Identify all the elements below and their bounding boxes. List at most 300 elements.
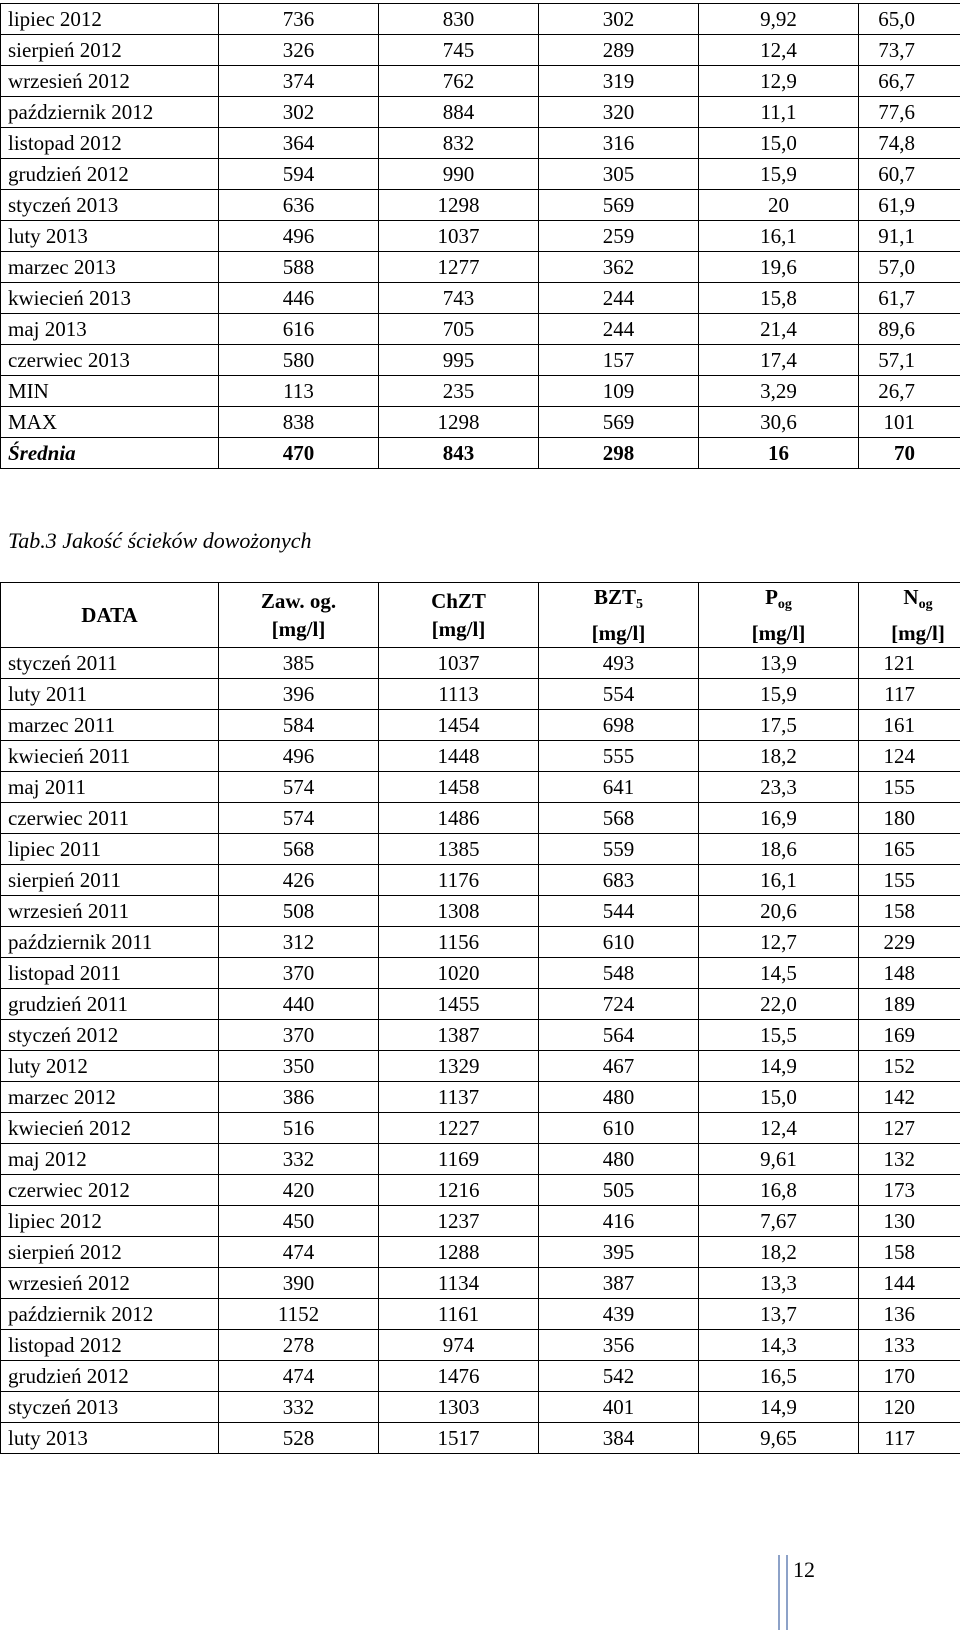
row-label-cell: listopad 2011 [1,958,219,989]
value-cell: 302 [539,4,699,35]
value-cell: 564 [539,1020,699,1051]
row-label-cell: styczeń 2013 [1,1392,219,1423]
row-label-cell: luty 2013 [1,1423,219,1454]
value-cell: 1152 [219,1299,379,1330]
value-cell: 22,0 [699,989,859,1020]
value-cell: 189 [859,989,960,1020]
value-cell: 74,8 [859,128,960,159]
value-cell: 155 [859,865,960,896]
value-cell: 387 [539,1268,699,1299]
value-cell: 61,9 [859,190,960,221]
value-cell: 173 [859,1175,960,1206]
table-row [1,97,960,128]
value-cell: 1454 [379,710,539,741]
value-cell: 7,67 [699,1206,859,1237]
value-cell: 990 [379,159,539,190]
value-cell: 117 [859,1423,960,1454]
row-label-cell: maj 2012 [1,1144,219,1175]
table-row [1,1423,960,1454]
value-cell: 235 [379,376,539,407]
value-cell: 569 [539,190,699,221]
header-date: DATA [1,583,219,648]
value-cell: 60,7 [859,159,960,190]
value-cell: 120 [859,1392,960,1423]
value-cell: 736 [219,4,379,35]
table-row [1,1082,960,1113]
table-row [1,927,960,958]
value-cell: 395 [539,1237,699,1268]
header-n: $N_{og}$ [mg/l] [859,583,960,648]
value-cell: 316 [539,128,699,159]
row-label-cell: październik 2011 [1,927,219,958]
value-cell: 12,4 [699,35,859,66]
value-cell: 1176 [379,865,539,896]
table-row [1,4,960,35]
value-cell: 13,3 [699,1268,859,1299]
value-cell: 20 [699,190,859,221]
value-cell: 15,5 [699,1020,859,1051]
row-label-cell: styczeń 2013 [1,190,219,221]
value-cell: 1455 [379,989,539,1020]
header-chzt: ChZT [mg/l] [379,583,539,648]
table-row [1,283,960,314]
value-cell: 830 [379,4,539,35]
row-label-cell: maj 2013 [1,314,219,345]
value-cell: 113 [219,376,379,407]
value-cell: 14,5 [699,958,859,989]
row-label-cell: MIN [1,376,219,407]
row-label-cell: Średnia [1,438,219,469]
value-cell: 574 [219,772,379,803]
value-cell: 9,92 [699,4,859,35]
row-label-cell: sierpień 2011 [1,865,219,896]
value-cell: 326 [219,35,379,66]
row-label-cell: styczeń 2012 [1,1020,219,1051]
table-row [1,896,960,927]
value-cell: 15,8 [699,283,859,314]
table-row [1,35,960,66]
row-label-cell: wrzesień 2012 [1,66,219,97]
value-cell: 555 [539,741,699,772]
value-cell: 158 [859,896,960,927]
value-cell: 332 [219,1144,379,1175]
row-label-cell: grudzień 2012 [1,1361,219,1392]
value-cell: 26,7 [859,376,960,407]
value-cell: 305 [539,159,699,190]
value-cell: 516 [219,1113,379,1144]
table-row [1,741,960,772]
row-label-cell: lipiec 2012 [1,4,219,35]
value-cell: 401 [539,1392,699,1423]
value-cell: 384 [539,1423,699,1454]
value-cell: 18,2 [699,741,859,772]
row-label-cell: grudzień 2012 [1,159,219,190]
row-label-cell: luty 2012 [1,1051,219,1082]
value-cell: 12,4 [699,1113,859,1144]
value-cell: 1156 [379,927,539,958]
table-row [1,1206,960,1237]
value-cell: 743 [379,283,539,314]
row-label-cell: marzec 2013 [1,252,219,283]
row-label-cell: lipiec 2011 [1,834,219,865]
table-row [1,1361,960,1392]
value-cell: 724 [539,989,699,1020]
value-cell: 158 [859,1237,960,1268]
table-row [1,1299,960,1330]
value-cell: 16,1 [699,221,859,252]
value-cell: 61,7 [859,283,960,314]
value-cell: 616 [219,314,379,345]
value-cell: 15,0 [699,1082,859,1113]
value-cell: 1385 [379,834,539,865]
value-cell: 152 [859,1051,960,1082]
header-bzt: $BZT_5$ [mg/l] [539,583,699,648]
value-cell: 370 [219,1020,379,1051]
value-cell: 1169 [379,1144,539,1175]
row-label-cell: czerwiec 2011 [1,803,219,834]
value-cell: 1517 [379,1423,539,1454]
value-cell: 1237 [379,1206,539,1237]
value-cell: 1458 [379,772,539,803]
value-cell: 136 [859,1299,960,1330]
value-cell: 15,0 [699,128,859,159]
row-label-cell: wrzesień 2012 [1,1268,219,1299]
top-data-table [0,3,960,469]
table-row [1,1144,960,1175]
value-cell: 21,4 [699,314,859,345]
value-cell: 420 [219,1175,379,1206]
value-cell: 332 [219,1392,379,1423]
table-row [1,1175,960,1206]
value-cell: 157 [539,345,699,376]
value-cell: 1298 [379,407,539,438]
page-number: 12 [793,1557,815,1582]
value-cell: 505 [539,1175,699,1206]
page-number-divider [778,1555,788,1630]
table-row [1,803,960,834]
value-cell: 18,6 [699,834,859,865]
value-cell: 974 [379,1330,539,1361]
value-cell: 610 [539,927,699,958]
value-cell: 568 [219,834,379,865]
value-cell: 480 [539,1144,699,1175]
table-row [1,679,960,710]
row-label-cell: sierpień 2012 [1,1237,219,1268]
value-cell: 144 [859,1268,960,1299]
value-cell: 1161 [379,1299,539,1330]
table-row [1,648,960,679]
table-row [1,989,960,1020]
value-cell: 142 [859,1082,960,1113]
value-cell: 467 [539,1051,699,1082]
value-cell: 9,65 [699,1423,859,1454]
value-cell: 12,9 [699,66,859,97]
row-label-cell: czerwiec 2013 [1,345,219,376]
value-cell: 548 [539,958,699,989]
value-cell: 1227 [379,1113,539,1144]
value-cell: 9,61 [699,1144,859,1175]
value-cell: 426 [219,865,379,896]
value-cell: 229 [859,927,960,958]
value-cell: 130 [859,1206,960,1237]
value-cell: 396 [219,679,379,710]
value-cell: 259 [539,221,699,252]
value-cell: 1486 [379,803,539,834]
row-label-cell: listopad 2012 [1,1330,219,1361]
value-cell: 356 [539,1330,699,1361]
value-cell: 416 [539,1206,699,1237]
value-cell: 1113 [379,679,539,710]
value-cell: 170 [859,1361,960,1392]
value-cell: 480 [539,1082,699,1113]
value-cell: 17,4 [699,345,859,376]
header-zaw: Zaw. og. [mg/l] [219,583,379,648]
value-cell: 17,5 [699,710,859,741]
value-cell: 16 [699,438,859,469]
value-cell: 1298 [379,190,539,221]
average-row [1,438,960,469]
value-cell: 1134 [379,1268,539,1299]
table-row [1,407,960,438]
row-label-cell: marzec 2012 [1,1082,219,1113]
value-cell: 569 [539,407,699,438]
value-cell: 474 [219,1361,379,1392]
value-cell: 15,9 [699,679,859,710]
value-cell: 133 [859,1330,960,1361]
row-label-cell: kwiecień 2012 [1,1113,219,1144]
value-cell: 1476 [379,1361,539,1392]
value-cell: 16,1 [699,865,859,896]
row-label-cell: MAX [1,407,219,438]
row-label-cell: czerwiec 2012 [1,1175,219,1206]
value-cell: 244 [539,283,699,314]
value-cell: 574 [219,803,379,834]
table-row [1,1020,960,1051]
value-cell: 169 [859,1020,960,1051]
value-cell: 364 [219,128,379,159]
value-cell: 65,0 [859,4,960,35]
row-label-cell: grudzień 2011 [1,989,219,1020]
value-cell: 584 [219,710,379,741]
value-cell: 554 [539,679,699,710]
value-cell: 278 [219,1330,379,1361]
value-cell: 19,6 [699,252,859,283]
value-cell: 73,7 [859,35,960,66]
value-cell: 390 [219,1268,379,1299]
top-table-body [1,4,960,469]
row-label-cell: październik 2012 [1,97,219,128]
value-cell: 838 [219,407,379,438]
value-cell: 289 [539,35,699,66]
header-row [1,583,960,648]
value-cell: 745 [379,35,539,66]
value-cell: 1137 [379,1082,539,1113]
value-cell: 20,6 [699,896,859,927]
row-label-cell: listopad 2012 [1,128,219,159]
table-row [1,1051,960,1082]
value-cell: 544 [539,896,699,927]
value-cell: 70 [859,438,960,469]
value-cell: 439 [539,1299,699,1330]
row-label-cell: kwiecień 2013 [1,283,219,314]
value-cell: 66,7 [859,66,960,97]
value-cell: 1387 [379,1020,539,1051]
value-cell: 698 [539,710,699,741]
value-cell: 884 [379,97,539,128]
value-cell: 127 [859,1113,960,1144]
row-label-cell: maj 2011 [1,772,219,803]
value-cell: 362 [539,252,699,283]
value-cell: 14,9 [699,1392,859,1423]
value-cell: 312 [219,927,379,958]
value-cell: 470 [219,438,379,469]
value-cell: 641 [539,772,699,803]
value-cell: 320 [539,97,699,128]
value-cell: 474 [219,1237,379,1268]
value-cell: 1020 [379,958,539,989]
value-cell: 180 [859,803,960,834]
row-label-cell: sierpień 2012 [1,35,219,66]
value-cell: 1303 [379,1392,539,1423]
value-cell: 386 [219,1082,379,1113]
value-cell: 148 [859,958,960,989]
value-cell: 91,1 [859,221,960,252]
value-cell: 588 [219,252,379,283]
value-cell: 14,3 [699,1330,859,1361]
value-cell: 155 [859,772,960,803]
value-cell: 11,1 [699,97,859,128]
sewage-table-body [1,648,960,1454]
row-label-cell: październik 2012 [1,1299,219,1330]
value-cell: 496 [219,221,379,252]
table-row [1,710,960,741]
value-cell: 14,9 [699,1051,859,1082]
value-cell: 30,6 [699,407,859,438]
table-row [1,834,960,865]
table-row [1,865,960,896]
value-cell: 15,9 [699,159,859,190]
value-cell: 1037 [379,221,539,252]
row-label-cell: luty 2013 [1,221,219,252]
value-cell: 1308 [379,896,539,927]
table-row [1,1113,960,1144]
value-cell: 683 [539,865,699,896]
value-cell: 762 [379,66,539,97]
value-cell: 370 [219,958,379,989]
row-label-cell: wrzesień 2011 [1,896,219,927]
value-cell: 57,0 [859,252,960,283]
value-cell: 13,9 [699,648,859,679]
value-cell: 350 [219,1051,379,1082]
value-cell: 580 [219,345,379,376]
value-cell: 542 [539,1361,699,1392]
value-cell: 302 [219,97,379,128]
sewage-quality-table [0,582,960,1454]
value-cell: 298 [539,438,699,469]
table-row [1,958,960,989]
value-cell: 109 [539,376,699,407]
value-cell: 1288 [379,1237,539,1268]
table-row [1,1237,960,1268]
table-row [1,252,960,283]
value-cell: 508 [219,896,379,927]
value-cell: 12,7 [699,927,859,958]
row-label-cell: lipiec 2012 [1,1206,219,1237]
table-row [1,376,960,407]
value-cell: 1329 [379,1051,539,1082]
value-cell: 13,7 [699,1299,859,1330]
value-cell: 493 [539,648,699,679]
table-caption: Tab.3 Jakość ścieków dowożonych [8,528,312,553]
value-cell: 101 [859,407,960,438]
value-cell: 446 [219,283,379,314]
value-cell: 16,9 [699,803,859,834]
table-row [1,1268,960,1299]
value-cell: 244 [539,314,699,345]
value-cell: 1277 [379,252,539,283]
value-cell: 1037 [379,648,539,679]
value-cell: 57,1 [859,345,960,376]
value-cell: 89,6 [859,314,960,345]
value-cell: 610 [539,1113,699,1144]
value-cell: 1216 [379,1175,539,1206]
value-cell: 568 [539,803,699,834]
value-cell: 440 [219,989,379,1020]
value-cell: 18,2 [699,1237,859,1268]
value-cell: 832 [379,128,539,159]
value-cell: 77,6 [859,97,960,128]
value-cell: 843 [379,438,539,469]
table-row [1,190,960,221]
value-cell: 16,5 [699,1361,859,1392]
row-label-cell: kwiecień 2011 [1,741,219,772]
row-label-cell: luty 2011 [1,679,219,710]
value-cell: 165 [859,834,960,865]
value-cell: 3,29 [699,376,859,407]
value-cell: 385 [219,648,379,679]
value-cell: 132 [859,1144,960,1175]
table-row [1,772,960,803]
value-cell: 117 [859,679,960,710]
value-cell: 559 [539,834,699,865]
table-row [1,314,960,345]
value-cell: 23,3 [699,772,859,803]
value-cell: 1448 [379,741,539,772]
table-row [1,128,960,159]
value-cell: 496 [219,741,379,772]
row-label-cell: styczeń 2011 [1,648,219,679]
table-row [1,221,960,252]
table-row [1,345,960,376]
table-row [1,1330,960,1361]
value-cell: 594 [219,159,379,190]
value-cell: 124 [859,741,960,772]
value-cell: 450 [219,1206,379,1237]
value-cell: 636 [219,190,379,221]
value-cell: 995 [379,345,539,376]
value-cell: 161 [859,710,960,741]
value-cell: 319 [539,66,699,97]
value-cell: 705 [379,314,539,345]
value-cell: 374 [219,66,379,97]
table-row [1,159,960,190]
header-p: $P_{og}$ [mg/l] [699,583,859,648]
value-cell: 121 [859,648,960,679]
value-cell: 528 [219,1423,379,1454]
table-row [1,1392,960,1423]
table-row [1,66,960,97]
value-cell: 16,8 [699,1175,859,1206]
